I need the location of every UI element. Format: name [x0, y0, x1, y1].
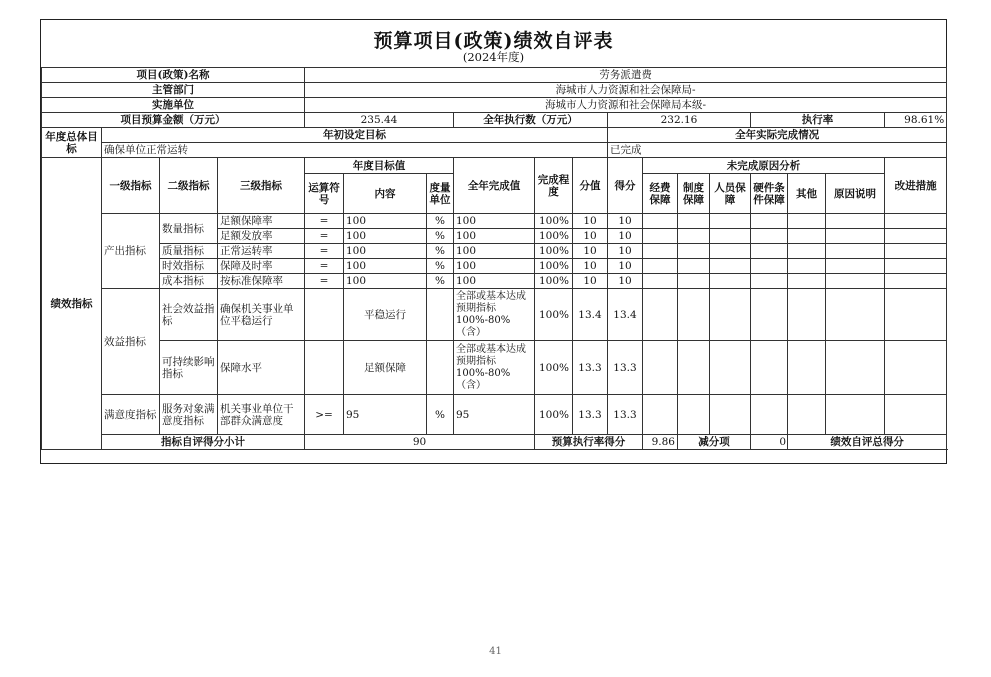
budget-label: 项目预算金额（万元） [42, 113, 305, 128]
department-label: 主管部门 [42, 83, 305, 98]
score-got-cell: 10 [608, 259, 643, 274]
degree-cell: 100% [535, 395, 573, 435]
execution-rate-label: 执行率 [751, 113, 885, 128]
department-value: 海城市人力资源和社会保障局- [305, 83, 947, 98]
level2-cell: 社会效益指标 [160, 289, 218, 341]
row-indicator-header-1 [42, 158, 947, 174]
level3-cell: 正常运转率 [218, 244, 305, 259]
self-score-label: 指标自评得分小计 [102, 435, 305, 450]
full-year-cell: 100 [454, 229, 535, 244]
overall-goal-label: 年度总体目标 [42, 128, 102, 158]
full-year-cell: 100 [454, 214, 535, 229]
content-cell: 100 [344, 274, 427, 289]
level2-cell: 数量指标 [160, 214, 218, 244]
reason-hardware-header: 硬件条件保障 [751, 174, 788, 214]
full-year-value-header: 全年完成值 [454, 158, 535, 214]
level2-header: 二级指标 [160, 158, 218, 214]
reason-other-header: 其他 [788, 174, 826, 214]
actual-completion-value: 已完成 [608, 143, 947, 158]
unit-cell: % [427, 259, 454, 274]
row-budget [42, 113, 947, 128]
total-score-label: 绩效自评总得分 [788, 435, 947, 450]
execution-label: 全年执行数（万元） [454, 113, 608, 128]
content-cell: 平稳运行 [344, 289, 427, 341]
reason-staff-header: 人员保障 [710, 174, 751, 214]
score-value-cell: 10 [573, 274, 608, 289]
operator-cell: = [305, 214, 344, 229]
reason-explain-header: 原因说明 [826, 174, 885, 214]
initial-goal-label: 年初设定目标 [102, 128, 608, 143]
row-goal-header [42, 128, 947, 143]
group-output-label: 产出指标 [102, 214, 160, 289]
score-value-cell: 10 [573, 244, 608, 259]
unit-cell [427, 289, 454, 341]
improvement-header: 改进措施 [885, 158, 947, 214]
full-year-cell: 全部或基本达成预期指标100%-80%（含） [454, 341, 535, 395]
evaluation-sheet [40, 19, 947, 464]
operator-cell [305, 289, 344, 341]
incomplete-reason-header: 未完成原因分析 [643, 158, 885, 174]
deduction-label: 减分项 [678, 435, 751, 450]
reason-system-header: 制度保障 [678, 174, 710, 214]
table-row [42, 244, 947, 259]
level2-cell: 服务对象满意度指标 [160, 395, 218, 435]
degree-cell: 100% [535, 274, 573, 289]
level3-cell: 按标准保障率 [218, 274, 305, 289]
table-row [42, 395, 947, 435]
level2-cell: 成本指标 [160, 274, 218, 289]
score-value-cell: 10 [573, 214, 608, 229]
project-name-value: 劳务派遣费 [305, 68, 947, 83]
table-row [42, 259, 947, 274]
level3-header: 三级指标 [218, 158, 305, 214]
title-block [41, 20, 946, 68]
score-got-cell: 10 [608, 229, 643, 244]
score-got-cell: 10 [608, 244, 643, 259]
level3-cell: 保障及时率 [218, 259, 305, 274]
content-cell: 足额保障 [344, 341, 427, 395]
implementing-unit-value: 海城市人力资源和社会保障局本级- [305, 98, 947, 113]
group-benefit-label: 效益指标 [102, 289, 160, 395]
budget-value: 235.44 [305, 113, 454, 128]
score-value-cell: 10 [573, 259, 608, 274]
content-cell: 100 [344, 259, 427, 274]
row-department [42, 83, 947, 98]
degree-cell: 100% [535, 259, 573, 274]
operator-cell: >= [305, 395, 344, 435]
initial-goal-value: 确保单位正常运转 [102, 143, 608, 158]
score-got-cell: 13.4 [608, 289, 643, 341]
level3-cell: 机关事业单位干部群众满意度 [218, 395, 305, 435]
evaluation-table [41, 67, 947, 450]
level2-cell: 质量指标 [160, 244, 218, 259]
unit-cell: % [427, 244, 454, 259]
content-cell: 100 [344, 244, 427, 259]
degree-cell: 100% [535, 341, 573, 395]
level3-cell: 保障水平 [218, 341, 305, 395]
full-year-cell: 100 [454, 259, 535, 274]
content-cell: 100 [344, 229, 427, 244]
score-got-cell: 10 [608, 274, 643, 289]
operator-cell: = [305, 244, 344, 259]
degree-cell: 100% [535, 214, 573, 229]
full-year-cell: 95 [454, 395, 535, 435]
operator-cell: = [305, 274, 344, 289]
completion-degree-header: 完成程度 [535, 158, 573, 214]
score-value-cell: 10 [573, 229, 608, 244]
group-satisfaction-label: 满意度指标 [102, 395, 160, 435]
score-value-cell: 13.3 [573, 395, 608, 435]
score-value-cell: 13.3 [573, 341, 608, 395]
row-implementing-unit [42, 98, 947, 113]
content-header: 内容 [344, 174, 427, 214]
reason-fund-header: 经费保障 [643, 174, 678, 214]
score-got-cell: 13.3 [608, 395, 643, 435]
actual-completion-label: 全年实际完成情况 [608, 128, 947, 143]
content-cell: 100 [344, 214, 427, 229]
level1-header: 一级指标 [102, 158, 160, 214]
row-summary [42, 435, 947, 450]
level2-cell: 时效指标 [160, 259, 218, 274]
score-got-header: 得分 [608, 158, 643, 214]
unit-cell: % [427, 395, 454, 435]
table-row [42, 289, 947, 341]
deduction-value: 0 [751, 435, 788, 450]
degree-cell: 100% [535, 229, 573, 244]
row-project-name [42, 68, 947, 83]
level3-cell: 确保机关事业单位平稳运行 [218, 289, 305, 341]
unit-cell [427, 341, 454, 395]
operator-cell [305, 341, 344, 395]
page-number: 41 [489, 646, 502, 657]
annual-target-header: 年度目标值 [305, 158, 454, 174]
execution-value: 232.16 [608, 113, 751, 128]
degree-cell: 100% [535, 289, 573, 341]
page-title: 预算项目(政策)绩效自评表 [373, 30, 614, 52]
implementing-unit-label: 实施单位 [42, 98, 305, 113]
year-note: (2024年度) [462, 50, 525, 64]
full-year-cell: 100 [454, 274, 535, 289]
degree-cell: 100% [535, 244, 573, 259]
row-goal-values [42, 143, 947, 158]
level3-cell: 足额发放率 [218, 229, 305, 244]
full-year-cell: 全部或基本达成预期指标100%-80%（含） [454, 289, 535, 341]
unit-cell: % [427, 229, 454, 244]
project-name-label: 项目(政策)名称 [42, 68, 305, 83]
full-year-cell: 100 [454, 244, 535, 259]
level3-cell: 足额保障率 [218, 214, 305, 229]
unit-cell: % [427, 274, 454, 289]
budget-score-value: 9.86 [643, 435, 678, 450]
score-got-cell: 10 [608, 214, 643, 229]
table-row [42, 214, 947, 229]
operator-cell: = [305, 259, 344, 274]
level2-cell: 可持续影响指标 [160, 341, 218, 395]
performance-indicators-label: 绩效指标 [42, 158, 102, 450]
table-row [42, 341, 947, 395]
operator-cell: = [305, 229, 344, 244]
table-row [42, 274, 947, 289]
unit-cell: % [427, 214, 454, 229]
self-score-value: 90 [305, 435, 535, 450]
content-cell: 95 [344, 395, 427, 435]
score-value-cell: 13.4 [573, 289, 608, 341]
operator-header: 运算符号 [305, 174, 344, 214]
budget-score-label: 预算执行率得分 [535, 435, 643, 450]
unit-header: 度量单位 [427, 174, 454, 214]
score-value-header: 分值 [573, 158, 608, 214]
score-got-cell: 13.3 [608, 341, 643, 395]
execution-rate-value: 98.61% [885, 113, 947, 128]
